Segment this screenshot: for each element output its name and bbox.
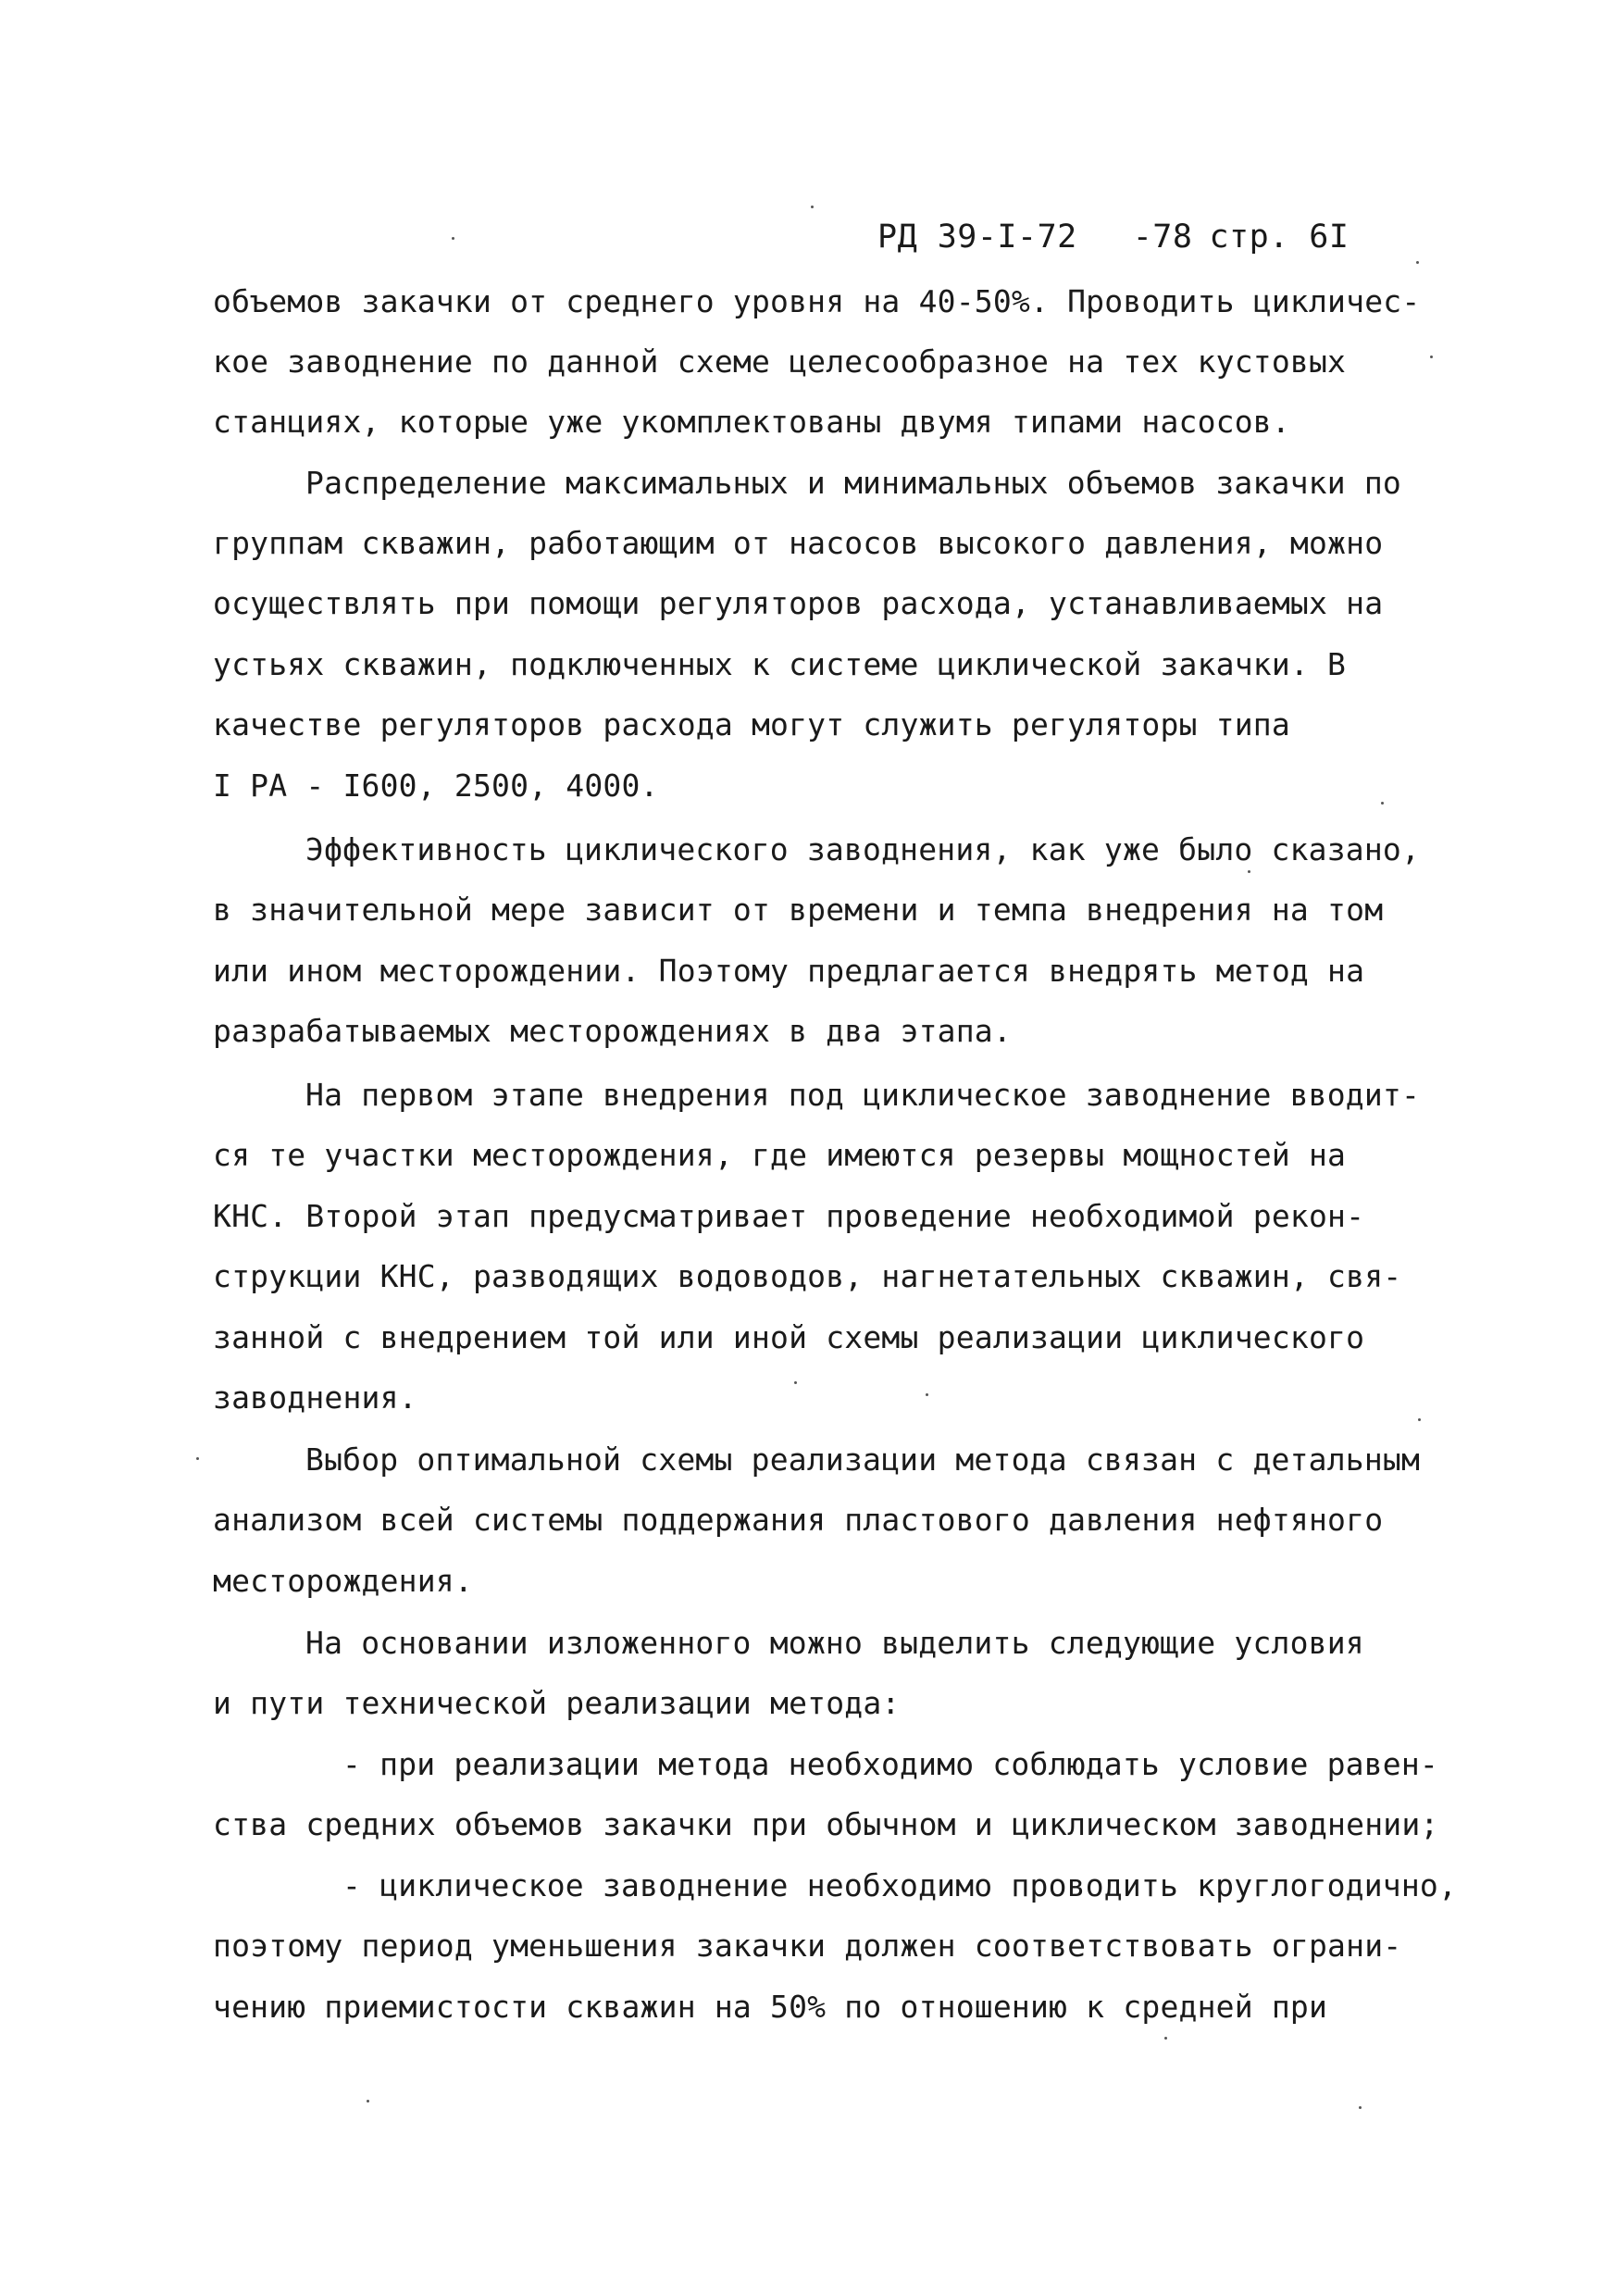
scan-speck [196, 1457, 199, 1460]
text-line: чению приемистости скважин на 50% по отношению к средней при [213, 1989, 1328, 2025]
paragraph-start: Эффективность циклического заводнения, как уже было сказано, [305, 831, 1421, 867]
document-code: РД 39-I-72 [877, 218, 1077, 256]
scan-speck [1359, 2106, 1362, 2109]
text-line: качестве регуляторов расхода могут служить регуляторы типа [213, 706, 1290, 742]
text-line: кое заводнение по данной схеме целесообразное на тех кустовых [213, 343, 1347, 380]
text-line: поэтому период уменьшения закачки должен соответствовать ограни- [213, 1928, 1402, 1964]
scan-speck [811, 206, 814, 208]
text-line: КНС. Второй этап предусматривает проведение необходимой рекон- [213, 1198, 1365, 1234]
scan-speck [1248, 870, 1250, 873]
text-line: струкции КНС, разводящих водоводов, нагнетательных скважин, свя- [213, 1258, 1402, 1294]
page-number: стр. 6I [1209, 218, 1350, 256]
scan-speck [794, 1381, 797, 1384]
text-line: или ином месторождении. Поэтому предлагается внедрять метод на [213, 953, 1365, 989]
text-line: устьях скважин, подключенных к системе циклической закачки. В [213, 646, 1347, 682]
page-header [877, 218, 1349, 256]
scan-speck [1164, 2037, 1167, 2040]
paragraph-start: Распределение максимальных и минимальных объемов закачки по [305, 465, 1401, 501]
scan-speck [367, 2100, 369, 2103]
scan-speck [1416, 261, 1419, 264]
list-item: - циклическое заводнение необходимо проводить круглогодично, [342, 1867, 1458, 1903]
text-line: группам скважин, работающим от насосов высокого давления, можно [213, 525, 1384, 561]
text-line: станциях, которые уже укомплектованы двумя типами насосов. [213, 404, 1290, 440]
text-line: в значительной мере зависит от времени и темпа внедрения на том [213, 892, 1384, 928]
text-line: занной с внедрением той или иной схемы реализации циклического [213, 1319, 1365, 1355]
list-item: - при реализации метода необходимо соблюдать условие равен- [342, 1746, 1438, 1782]
text-line: месторождения. [213, 1563, 473, 1599]
text-line: объемов закачки от среднего уровня на 40-50%. Проводить цикличес- [213, 283, 1421, 319]
scan-speck [926, 1393, 928, 1396]
document-code-suffix: -78 [1132, 218, 1193, 256]
text-line: ся те участки месторождения, где имеются резервы мощностей на [213, 1137, 1347, 1173]
paragraph-start: Выбор оптимальной схемы реализации метода связан с детальным [305, 1441, 1421, 1478]
text-line: и пути технической реализации метода: [213, 1685, 901, 1721]
text-line: ства средних объемов закачки при обычном и циклическом заводнении; [213, 1806, 1439, 1842]
paragraph-start: На первом этапе внедрения под циклическое заводнение вводит- [305, 1077, 1421, 1113]
text-line: заводнения. [213, 1379, 417, 1416]
scan-speck [1381, 802, 1384, 805]
text-line: I РА - I600, 2500, 4000. [213, 767, 659, 804]
text-line: разрабатываемых месторождениях в два этапа. [213, 1013, 1012, 1049]
scan-speck [452, 237, 454, 240]
text-line: анализом всей системы поддержания пластового давления нефтяного [213, 1502, 1384, 1538]
scan-speck [1418, 1418, 1421, 1421]
text-line: осуществлять при помощи регуляторов расхода, устанавливаемых на [213, 585, 1384, 621]
paragraph-start: На основании изложенного можно выделить следующие условия [305, 1625, 1364, 1661]
scan-speck [1430, 356, 1433, 358]
